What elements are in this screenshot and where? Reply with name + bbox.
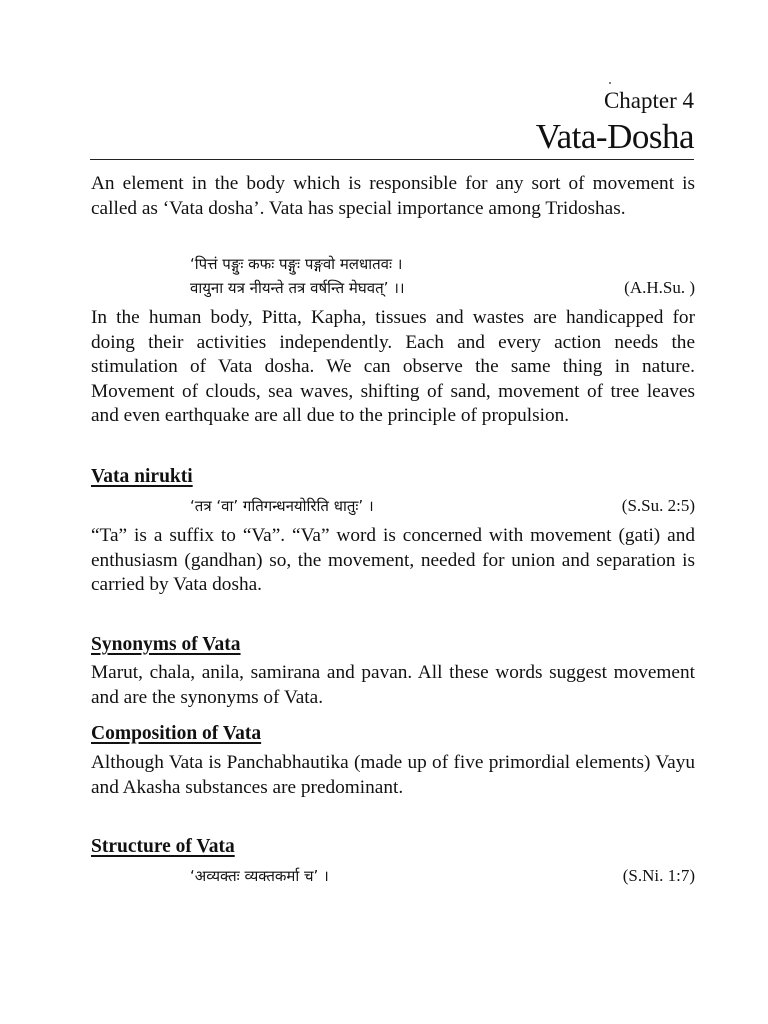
intro-paragraph: An element in the body which is responsible for any sort of movement is called as ‘Vata dosha’. Vata has special importance among Tridoshas.: [91, 173, 695, 219]
section-heading-synonyms: Synonyms of Vata: [91, 634, 241, 655]
chapter-title: Vata-Dosha: [535, 117, 694, 156]
nirukti-paragraph: “Ta” is a suffix to “Va”. “Va” word is concerned with movement (gati) and enthusiasm (gandhan) so, the movement, needed for union and separation is carried by Vata dosha.: [91, 525, 695, 596]
section-heading-composition: Composition of Vata: [91, 723, 262, 744]
structure-verse-reference: (S.Ni. 1:7): [622, 866, 695, 885]
verse-line-2-text: वायुना यत्र नीयन्ते तत्र वर्षन्ति मेघवत्’ ।।: [190, 279, 405, 297]
body-paragraph: In the human body, Pitta, Kapha, tissues and wastes are handicapped for doing their activities independently. Each and every action needs the stimulation of Vata dosha. We can observe the same thing in nature. Movement of clouds, sea waves, shifting of sand, movement of tree leaves and even earthquake are all due to the principle of propulsion.: [91, 307, 695, 427]
composition-paragraph: Although Vata is Panchabhautika (made up of five primordial elements) Vayu and Akasha substances are predominant.: [91, 752, 695, 798]
verse-reference: (A.H.Su. ): [624, 278, 695, 297]
structure-verse: [190, 864, 695, 888]
nirukti-verse-text: ‘तत्र ‘वा’ गतिगन्धनयोरिति धातुः’ ।: [190, 497, 374, 515]
nirukti-verse-reference: (S.Su. 2:5): [621, 496, 695, 515]
synonyms-paragraph: Marut, chala, anila, samirana and pavan. All these words suggest movement and are the synonyms of Vata.: [91, 662, 695, 708]
section-heading-structure: Structure of Vata: [91, 836, 235, 857]
verse-line-2: [190, 276, 695, 300]
verse-line-1-text: ‘पित्तं पङ्गुः कफः पङ्गुः पङ्गवो मलधातवः ।: [190, 255, 403, 273]
nirukti-verse: [190, 494, 695, 518]
structure-verse-text: ‘अव्यक्तः व्यक्तकर्मा च’ ।: [190, 867, 329, 885]
section-heading-nirukti: Vata nirukti: [91, 466, 193, 487]
speck-mark: [609, 82, 611, 84]
chapter-number: Chapter 4: [603, 88, 694, 113]
verse-line-1: [190, 252, 695, 276]
title-divider: [90, 159, 694, 160]
